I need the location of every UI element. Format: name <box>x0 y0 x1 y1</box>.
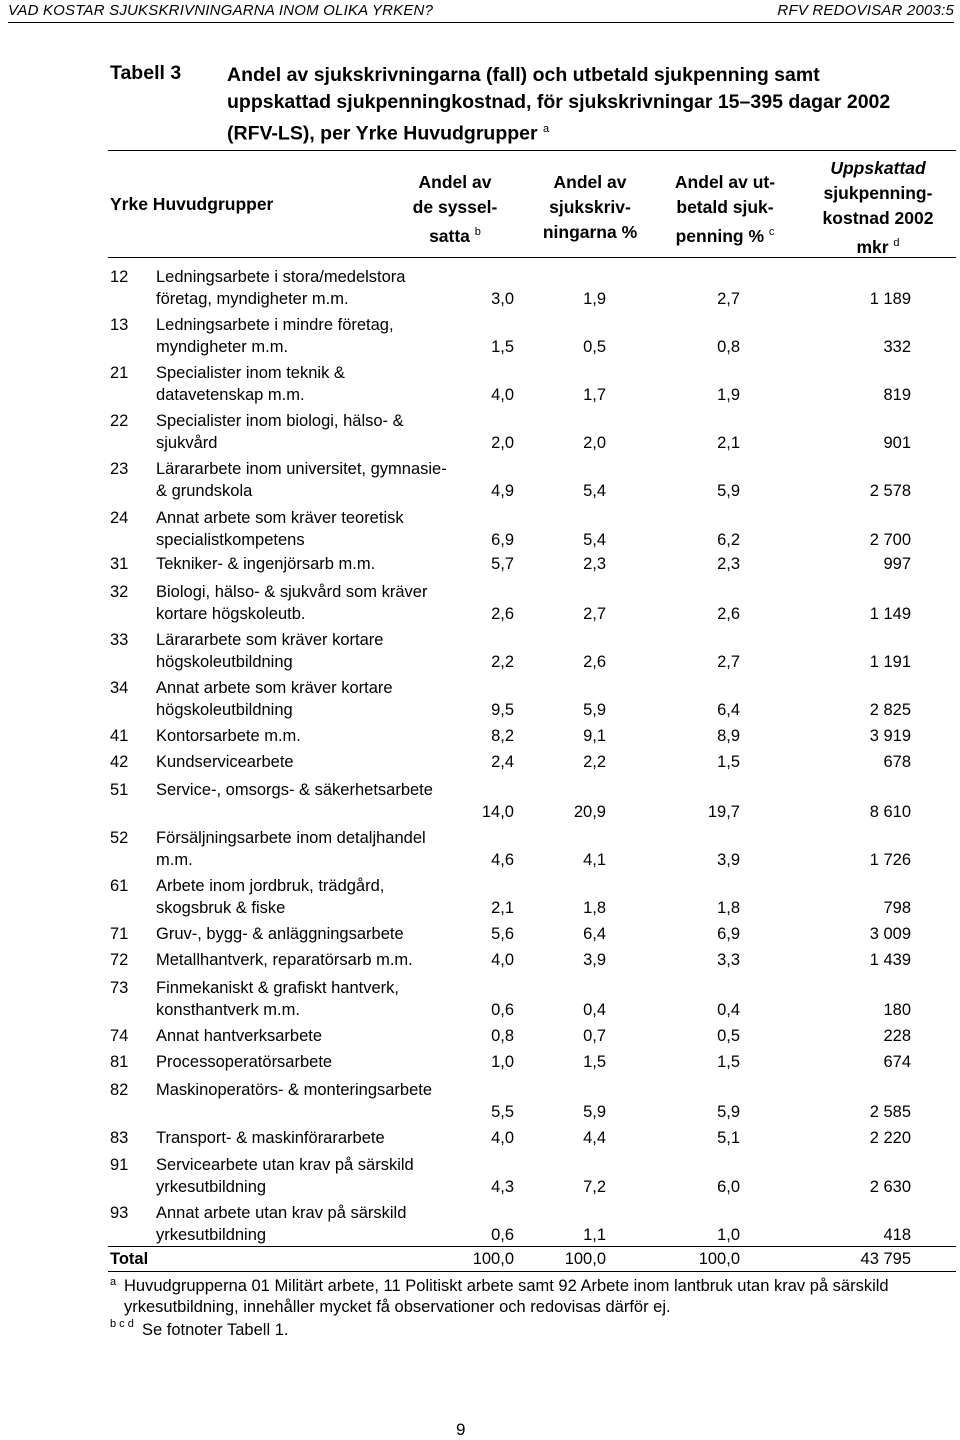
row-occupation: Specialister inom teknik & datavetenskap m.m. <box>156 364 345 404</box>
row-benefit-share: 5,9 <box>717 1103 740 1121</box>
row-occupation: Ledningsarbete i stora/medelstora företag, myndigheter m.m. <box>156 268 406 308</box>
row-employed-share: 4,9 <box>491 482 514 500</box>
column-header-benefit-share <box>650 170 800 249</box>
row-estimated-cost: 678 <box>883 753 911 771</box>
row-employed-share: 4,0 <box>491 1129 514 1147</box>
row-estimated-cost: 3 919 <box>869 727 911 745</box>
col3-line3-text: penning % <box>675 225 765 246</box>
col4-line2: sjukpenning- <box>823 183 933 203</box>
row-sickleave-share: 5,4 <box>583 482 606 500</box>
row-sickleave-share: 2,3 <box>583 555 606 573</box>
table-label: Tabell 3 <box>110 62 182 84</box>
row-occupation: Lärararbete inom universitet, gymnasie- & grundskola <box>156 460 447 500</box>
row-employed-share: 6,9 <box>491 531 514 549</box>
table-top-rule <box>108 150 956 151</box>
row-sickleave-share: 7,2 <box>583 1178 606 1196</box>
row-employed-share: 2,0 <box>491 434 514 452</box>
row-code: 23 <box>110 460 129 478</box>
footnote-a-mark <box>110 1272 116 1298</box>
row-benefit-share: 5,1 <box>717 1129 740 1147</box>
row-employed-share: 3,0 <box>491 290 514 308</box>
col4-footnote-mark: d <box>893 237 900 249</box>
row-benefit-share: 5,9 <box>717 482 740 500</box>
row-occupation: Maskinoperatörs- & monteringsarbete <box>156 1081 433 1099</box>
col2-line3: ningarna % <box>542 222 638 242</box>
col1-line1: Andel av <box>418 172 492 192</box>
title-footnote-mark: a <box>543 123 550 135</box>
row-code: 72 <box>110 951 129 969</box>
row-occupation: Gruv-, bygg- & anläggningsarbete <box>156 925 404 943</box>
row-estimated-cost: 1 191 <box>869 653 911 671</box>
col4-line3: kostnad 2002 <box>822 208 934 228</box>
row-benefit-share: 2,7 <box>717 653 740 671</box>
row-employed-share: 0,8 <box>491 1027 514 1045</box>
total-benefit-share: 100,0 <box>698 1250 740 1268</box>
row-employed-share: 5,5 <box>491 1103 514 1121</box>
row-sickleave-share: 1,9 <box>583 290 606 308</box>
row-occupation: Annat hantverksarbete <box>156 1027 323 1045</box>
row-estimated-cost: 1 189 <box>869 290 911 308</box>
table-title-text: Andel av sjukskrivningarna (fall) och utbetald sjukpenning samt uppskattad sjukpenningkostnad, för sjukskrivningar 15–395 dagar 2002 (RFV-LS), per Yrke Huvudgrupper <box>227 64 891 145</box>
running-header-right: RFV REDOVISAR 2003:5 <box>777 2 954 19</box>
row-occupation: Annat arbete utan krav på särskild yrkesutbildning <box>156 1204 407 1244</box>
row-employed-share: 0,6 <box>491 1226 514 1244</box>
row-employed-share: 9,5 <box>491 701 514 719</box>
row-estimated-cost: 2 578 <box>869 482 911 500</box>
row-occupation: Transport- & maskinförararbete <box>156 1129 385 1147</box>
row-occupation: Kundservicearbete <box>156 753 294 771</box>
header-divider <box>8 22 954 23</box>
row-estimated-cost: 901 <box>883 434 911 452</box>
row-occupation: Tekniker- & ingenjörsarb m.m. <box>156 555 376 573</box>
row-employed-share: 4,0 <box>491 951 514 969</box>
row-occupation: Arbete inom jordbruk, trädgård, skogsbruk & fiske <box>156 877 385 917</box>
row-sickleave-share: 20,9 <box>573 803 606 821</box>
row-sickleave-share: 3,9 <box>583 951 606 969</box>
row-occupation: Finmekaniskt & grafiskt hantverk, konsthantverk m.m. <box>156 979 400 1019</box>
row-code: 61 <box>110 877 129 895</box>
col1-line3 <box>385 220 525 249</box>
row-estimated-cost: 1 149 <box>869 605 911 623</box>
col3-footnote-mark: c <box>768 226 775 238</box>
row-benefit-share: 0,8 <box>717 338 740 356</box>
col2-line2: sjukskriv- <box>549 197 631 217</box>
row-sickleave-share: 2,0 <box>583 434 606 452</box>
row-employed-share: 2,1 <box>491 899 514 917</box>
row-benefit-share: 2,7 <box>717 290 740 308</box>
row-estimated-cost: 674 <box>883 1053 911 1071</box>
row-estimated-cost: 819 <box>883 386 911 404</box>
header-bottom-rule <box>108 257 956 258</box>
row-benefit-share: 6,2 <box>717 531 740 549</box>
row-code: 13 <box>110 316 129 334</box>
row-estimated-cost: 2 585 <box>869 1103 911 1121</box>
row-employed-share: 2,4 <box>491 753 514 771</box>
row-estimated-cost: 997 <box>883 555 911 573</box>
row-estimated-cost: 2 700 <box>869 531 911 549</box>
row-code: 91 <box>110 1156 129 1174</box>
row-benefit-share: 0,5 <box>717 1027 740 1045</box>
running-header-left: VAD KOSTAR SJUKSKRIVNINGARNA INOM OLIKA YRKEN? <box>8 2 434 19</box>
row-benefit-share: 19,7 <box>707 803 740 821</box>
table-title <box>227 62 927 148</box>
row-estimated-cost: 332 <box>883 338 911 356</box>
row-occupation: Lärararbete som kräver kortare högskoleutbildning <box>156 631 384 671</box>
row-benefit-share: 1,8 <box>717 899 740 917</box>
row-benefit-share: 2,1 <box>717 434 740 452</box>
row-sickleave-share: 1,5 <box>583 1053 606 1071</box>
footnote-a: Huvudgrupperna 01 Militärt arbete, 11 Politiskt arbete samt 92 Arbete inom lantbruk utan krav på särskild yrkesutbildning, innehåller mycket få observationer och redovisas därför ej. <box>124 1277 889 1316</box>
row-benefit-share: 2,6 <box>717 605 740 623</box>
col3-line2: betald sjuk- <box>676 197 774 217</box>
row-employed-share: 8,2 <box>491 727 514 745</box>
row-estimated-cost: 2 825 <box>869 701 911 719</box>
col1-line2: de syssel- <box>412 197 498 217</box>
row-code: 71 <box>110 925 129 943</box>
row-code: 32 <box>110 583 129 601</box>
col2-line1: Andel av <box>553 172 627 192</box>
row-estimated-cost: 798 <box>883 899 911 917</box>
row-sickleave-share: 2,7 <box>583 605 606 623</box>
row-benefit-share: 3,3 <box>717 951 740 969</box>
row-occupation: Ledningsarbete i mindre företag, myndigheter m.m. <box>156 316 394 356</box>
row-code: 22 <box>110 412 129 430</box>
page-number: 9 <box>456 1420 466 1439</box>
row-sickleave-share: 2,6 <box>583 653 606 671</box>
row-occupation: Försäljningsarbete inom detaljhandel m.m. <box>156 829 426 869</box>
total-sickleave-share: 100,0 <box>564 1250 606 1268</box>
row-benefit-share: 2,3 <box>717 555 740 573</box>
row-occupation: Annat arbete som kräver kortare högskoleutbildning <box>156 679 393 719</box>
row-occupation: Annat arbete som kräver teoretisk specialistkompetens <box>156 509 404 549</box>
row-benefit-share: 6,4 <box>717 701 740 719</box>
row-code: 81 <box>110 1053 129 1071</box>
col4-line1: Uppskattad <box>830 158 926 178</box>
row-code: 12 <box>110 268 129 286</box>
row-occupation: Specialister inom biologi, hälso- & sjukvård <box>156 412 404 452</box>
row-code: 82 <box>110 1081 129 1099</box>
row-benefit-share: 1,5 <box>717 753 740 771</box>
row-sickleave-share: 1,1 <box>583 1226 606 1244</box>
row-code: 33 <box>110 631 129 649</box>
row-employed-share: 2,2 <box>491 653 514 671</box>
row-code: 21 <box>110 364 129 382</box>
row-code: 83 <box>110 1129 129 1147</box>
row-sickleave-share: 4,1 <box>583 851 606 869</box>
row-estimated-cost: 8 610 <box>869 803 911 821</box>
row-code: 31 <box>110 555 129 573</box>
row-benefit-share: 1,0 <box>717 1226 740 1244</box>
row-sickleave-share: 5,9 <box>583 701 606 719</box>
total-employed-share: 100,0 <box>472 1250 514 1268</box>
col4-line4 <box>800 231 956 260</box>
row-code: 52 <box>110 829 129 847</box>
row-employed-share: 4,3 <box>491 1178 514 1196</box>
row-code: 73 <box>110 979 129 997</box>
row-code: 93 <box>110 1204 129 1222</box>
row-employed-share: 4,0 <box>491 386 514 404</box>
col3-line3 <box>650 220 800 249</box>
row-occupation: Biologi, hälso- & sjukvård som kräver kortare högskoleutb. <box>156 583 428 623</box>
row-sickleave-share: 1,7 <box>583 386 606 404</box>
row-benefit-share: 3,9 <box>717 851 740 869</box>
row-sickleave-share: 0,5 <box>583 338 606 356</box>
row-code: 51 <box>110 781 129 799</box>
column-header-employed-share <box>385 170 525 249</box>
col3-line1: Andel av ut- <box>674 172 776 192</box>
row-employed-share: 5,6 <box>491 925 514 943</box>
row-employed-share: 5,7 <box>491 555 514 573</box>
row-code: 34 <box>110 679 129 697</box>
row-benefit-share: 6,0 <box>717 1178 740 1196</box>
row-benefit-share: 1,5 <box>717 1053 740 1071</box>
row-sickleave-share: 6,4 <box>583 925 606 943</box>
row-estimated-cost: 2 220 <box>869 1129 911 1147</box>
row-employed-share: 1,0 <box>491 1053 514 1071</box>
row-sickleave-share: 0,4 <box>583 1001 606 1019</box>
row-benefit-share: 8,9 <box>717 727 740 745</box>
row-sickleave-share: 0,7 <box>583 1027 606 1045</box>
column-header-estimated-cost <box>800 156 956 260</box>
row-benefit-share: 1,9 <box>717 386 740 404</box>
row-code: 74 <box>110 1027 129 1045</box>
row-code: 41 <box>110 727 129 745</box>
row-employed-share: 4,6 <box>491 851 514 869</box>
row-employed-share: 0,6 <box>491 1001 514 1019</box>
col1-footnote-mark: b <box>474 226 481 238</box>
row-employed-share: 1,5 <box>491 338 514 356</box>
row-occupation: Kontorsarbete m.m. <box>156 727 301 745</box>
row-occupation: Processoperatörsarbete <box>156 1053 333 1071</box>
total-top-rule <box>108 1246 956 1247</box>
row-occupation: Service-, omsorgs- & säkerhetsarbete <box>156 781 433 799</box>
row-code: 42 <box>110 753 129 771</box>
row-occupation: Servicearbete utan krav på särskild yrkesutbildning <box>156 1156 414 1196</box>
row-occupation: Metallhantverk, reparatörsarb m.m. <box>156 951 413 969</box>
footnote-bcd-symbol: b c d <box>110 1318 134 1330</box>
row-estimated-cost: 228 <box>883 1027 911 1045</box>
row-employed-share: 14,0 <box>481 803 514 821</box>
total-estimated-cost: 43 795 <box>860 1250 911 1268</box>
row-code: 24 <box>110 509 129 527</box>
row-sickleave-share: 5,9 <box>583 1103 606 1121</box>
col1-line3-text: satta <box>429 225 470 246</box>
total-bottom-rule <box>108 1271 956 1272</box>
footnote-a-symbol: a <box>110 1276 117 1288</box>
row-estimated-cost: 2 630 <box>869 1178 911 1196</box>
row-sickleave-share: 1,8 <box>583 899 606 917</box>
row-employed-share: 2,6 <box>491 605 514 623</box>
row-benefit-share: 0,4 <box>717 1001 740 1019</box>
row-sickleave-share: 4,4 <box>583 1129 606 1147</box>
col4-line4-text: mkr <box>856 236 889 257</box>
column-header-occupation: Yrke Huvudgrupper <box>110 194 274 214</box>
row-sickleave-share: 9,1 <box>583 727 606 745</box>
row-estimated-cost: 180 <box>883 1001 911 1019</box>
row-sickleave-share: 2,2 <box>583 753 606 771</box>
row-estimated-cost: 418 <box>883 1226 911 1244</box>
row-estimated-cost: 1 439 <box>869 951 911 969</box>
row-sickleave-share: 5,4 <box>583 531 606 549</box>
row-estimated-cost: 1 726 <box>869 851 911 869</box>
footnote-bcd-mark <box>110 1314 134 1340</box>
footnote-bcd: Se fotnoter Tabell 1. <box>142 1321 289 1339</box>
row-estimated-cost: 3 009 <box>869 925 911 943</box>
total-label: Total <box>110 1250 149 1268</box>
column-header-sickleave-share <box>520 170 660 245</box>
row-benefit-share: 6,9 <box>717 925 740 943</box>
